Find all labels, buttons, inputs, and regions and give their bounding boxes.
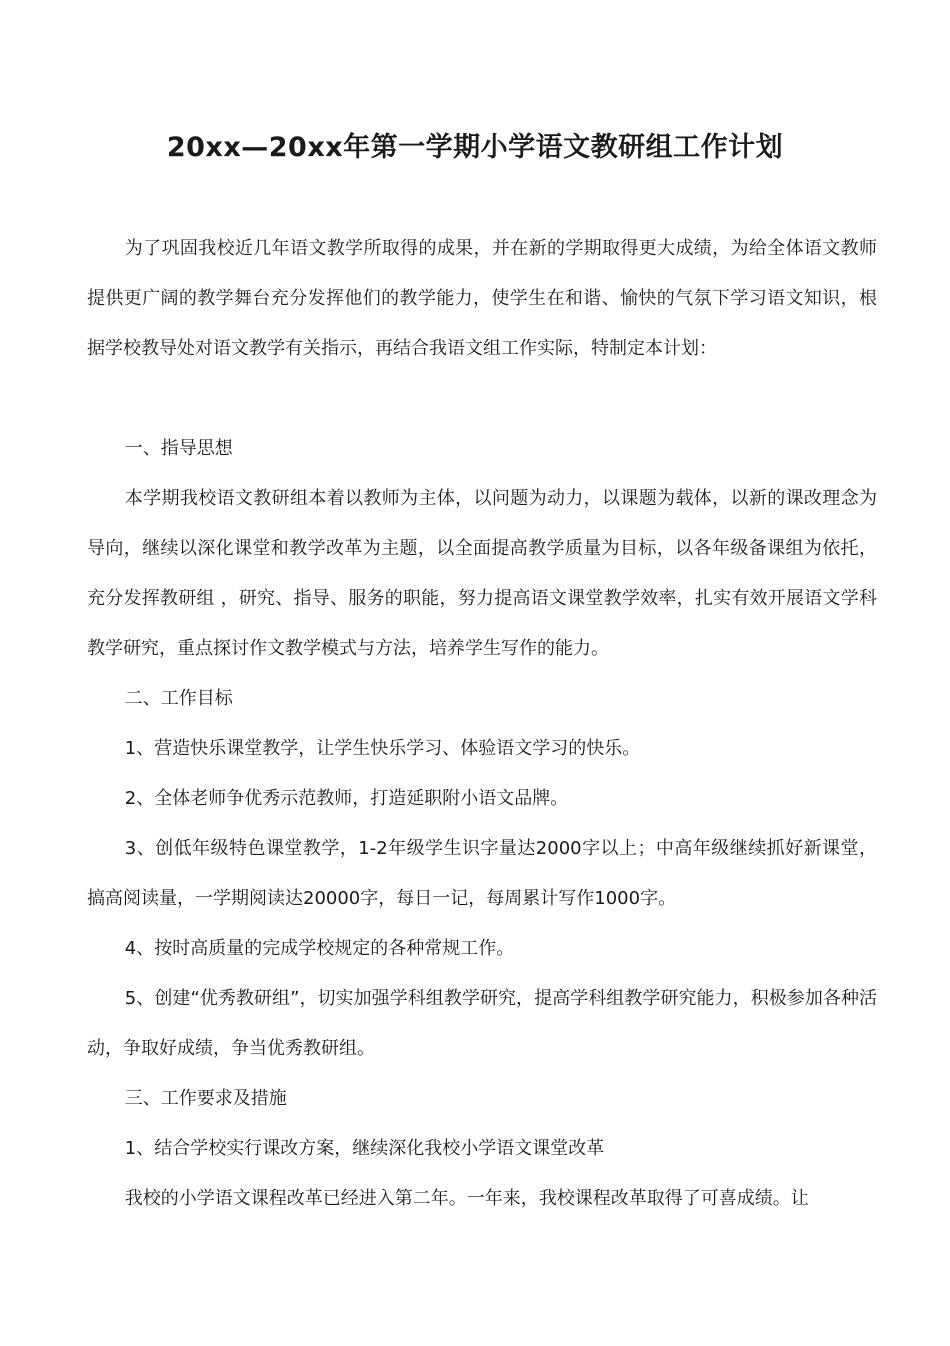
goal-item-4: 4、按时高质量的完成学校规定的各种常规工作。 [124, 938, 515, 959]
section-heading-work-goals: 二、工作目标 [124, 688, 233, 709]
section-heading-guiding-ideology: 一、指导思想 [124, 438, 233, 459]
measure-item-1-heading: 1、结合学校实行课改方案，继续深化我校小学语文课堂改革 [124, 1138, 605, 1159]
measure-item-1-paragraph: 我校的小学语文课程改革已经进入第二年。一年来，我校课程改革取得了可喜成绩。让 [124, 1188, 809, 1209]
document-body [87, 224, 877, 1224]
intro-paragraph: 为了巩固我校近几年语文教学所取得的成果，并在新的学期取得更大成绩，为给全体语文教师提供更广阔的教学舞台充分发挥他们的教学能力，使学生在和谐、愉快的气氛下学习语文知识，根据学校教导处对语文教学有关指示，再结合我语文组工作实际，特制定本计划： [87, 238, 877, 359]
goal-item-3: 3、创低年级特色课堂教学，1-2年级学生识字量达2000字以上；中高年级继续抓好新课堂，搞高阅读量，一学期阅读达20000字，每日一记，每周累计写作1000字。 [87, 838, 877, 909]
goal-item-1: 1、营造快乐课堂教学，让学生快乐学习、体验语文学习的快乐。 [124, 738, 641, 759]
guiding-ideology-paragraph: 本学期我校语文教研组本着以教师为主体，以问题为动力，以课题为载体，以新的课改理念为导向，继续以深化课堂和教学改革为主题，以全面提高教学质量为目标，以各年级备课组为依托，充分发挥教研组 ，研究、指导、服务的职能，努力提高语文课堂教学效率，扎实有效开展语文学科教学研究，重点探讨作文教学模式与方法，培养学生写作的能力。 [87, 488, 877, 659]
section-heading-requirements-measures: 三、工作要求及措施 [124, 1088, 287, 1109]
document-title: 20xx—20xx年第一学期小学语文教研组工作计划 [166, 132, 784, 163]
goal-item-2: 2、全体老师争优秀示范教师，打造延职附小语文品牌。 [124, 788, 569, 809]
goal-item-5: 5、创建“优秀教研组”，切实加强学科组教学研究，提高学科组教学研究能力，积极参加各种活动，争取好成绩，争当优秀教研组。 [87, 988, 877, 1059]
